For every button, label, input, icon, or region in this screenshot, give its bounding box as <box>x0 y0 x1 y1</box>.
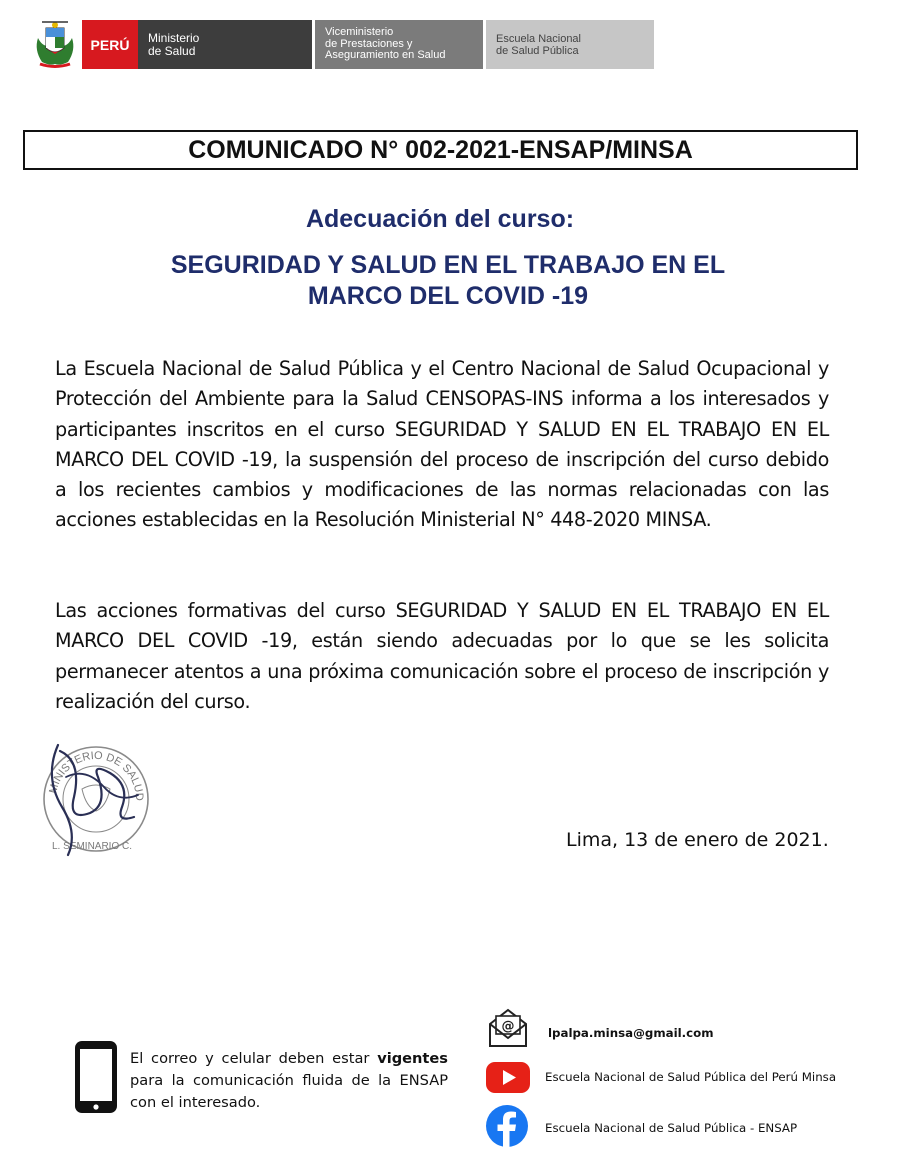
note-bold: vigentes <box>377 1050 448 1067</box>
vice-line-2: de Prestaciones y <box>325 37 413 50</box>
facebook-icon <box>485 1104 529 1148</box>
vice-line-3: Aseguramiento en Salud <box>325 49 446 62</box>
svg-text:L. SEMINARIO C.: L. SEMINARIO C. <box>52 841 133 852</box>
mobile-phone-icon <box>74 1040 118 1114</box>
ministry-line-1: Ministerio <box>148 30 200 45</box>
body-paragraph-2: Las acciones formativas del curso SEGURIDAD Y SALUD EN EL TRABAJO EN EL MARCO DEL COVID -19, están siendo adecuadas por lo que se les solicita permanecer atentos a una próxima comunicación sobre el proceso de inscripción y realización del curso. <box>55 599 829 713</box>
svg-text:MINISTERIO DE SALUD: MINISTERIO DE SALUD <box>47 749 146 802</box>
contact-validity-note <box>130 1048 448 1114</box>
ministry-label <box>138 20 312 69</box>
peru-coat-of-arms-icon <box>32 20 78 69</box>
youtube-channel-link[interactable]: Escuela Nacional de Salud Pública del Perú Minsa <box>545 1070 837 1084</box>
subtitle: Adecuación del curso: <box>305 205 575 233</box>
email-icon <box>486 1008 530 1048</box>
svg-text:@: @ <box>501 1019 515 1034</box>
peru-label: PERÚ <box>82 20 138 69</box>
ministry-header <box>32 20 654 69</box>
ministry-line-2: de Salud <box>148 43 196 58</box>
course-title-line-1: SEGURIDAD Y SALUD EN EL TRABAJO EN EL <box>170 251 726 279</box>
viceministry-label <box>315 20 483 69</box>
body-paragraph-1: La Escuela Nacional de Salud Pública y el Centro Nacional de Salud Ocupacional y Protección del Ambiente para la Salud CENSOPAS-INS informa a los interesados y participantes inscritos en el curso SEGURIDAD Y SALUD EN EL TRABAJO EN EL MARCO DEL COVID -19, la suspensión del proceso de inscripción del curso debido a los recientes cambios y modificaciones de las normas relacionadas con las acciones establecidas en la Resolución Ministerial N° 448-2020 MINSA. <box>55 357 829 532</box>
date-line: Lima, 13 de enero de 2021. <box>566 829 829 851</box>
email-link[interactable]: lpalpa.minsa@gmail.com <box>548 1026 714 1040</box>
vice-line-1: Viceministerio <box>325 26 394 39</box>
course-title <box>0 250 898 312</box>
facebook-page-link[interactable]: Escuela Nacional de Salud Pública - ENSAP <box>545 1121 798 1135</box>
school-label <box>486 20 654 69</box>
school-line-1: Escuela Nacional <box>496 32 581 45</box>
course-title-line-2: MARCO DEL COVID -19 <box>307 282 589 310</box>
official-stamp-signature <box>38 737 154 861</box>
school-line-2: de Salud Pública <box>496 44 579 57</box>
note-text-2: para la comunicación fluida de la ENSAP con el interesado. <box>130 1072 448 1111</box>
comunicado-title: COMUNICADO N° 002-2021-ENSAP/MINSA <box>23 130 858 170</box>
youtube-icon <box>485 1061 531 1094</box>
note-text-1: El correo y celular deben estar <box>130 1050 370 1067</box>
